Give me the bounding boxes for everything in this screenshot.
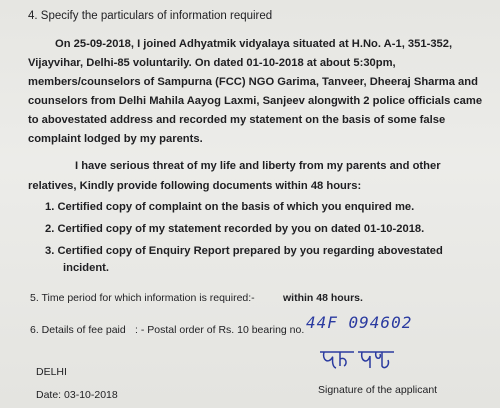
place: DELHI (36, 366, 67, 378)
list-item-2: 2. Certified copy of my statement recorded by you on dated 01-10-2018. (45, 223, 425, 235)
list-item-1: 1. Certified copy of complaint on the basis of which you enquired me. (45, 201, 415, 213)
para2-line-2: relatives, Kindly provide following documents within 48 hours: (28, 180, 362, 192)
list-item-3-cont: incident. (63, 262, 109, 274)
para1-line-4: counselors from Delhi Mahila Aayog Laxmi, Sanjeev alongwith 2 police officials came (28, 95, 483, 107)
section-6-label: 6. Details of fee paid (30, 324, 126, 336)
section-4-heading: 4. Specify the particulars of information required (28, 10, 273, 22)
section-5-value: within 48 hours. (283, 292, 363, 304)
para1-line-3: members/counselors of Sampurna (FCC) NGO Garima, Tanveer, Dheeraj Sharma and (28, 76, 478, 88)
date: Date: 03-10-2018 (36, 389, 118, 401)
list-item-3: 3. Certified copy of Enquiry Report prepared by you regarding abovestated (45, 245, 443, 257)
para1-line-5: to abovestated address and recorded my statement on the basis of some false (28, 114, 446, 126)
section-6-value: : - Postal order of Rs. 10 bearing no. (135, 324, 305, 336)
para2-line-1: I have serious threat of my life and liberty from my parents and other (75, 160, 441, 172)
para1-line-6: complaint lodged by my parents. (28, 133, 203, 145)
postal-order-number: 44F 094602 (306, 313, 413, 332)
para1-line-2: Vijayvihar, Delhi-85 voluntarily. On dated 01-10-2018 at about 5:30pm, (28, 57, 396, 69)
signature-caption: Signature of the applicant (318, 384, 438, 396)
handwritten-signature (318, 346, 398, 372)
section-5-label: 5. Time period for which information is required:- (30, 292, 255, 304)
para1-line-1: On 25-09-2018, I joined Adhyatmik vidyalaya situated at H.No. A-1, 351-352, (55, 38, 453, 50)
